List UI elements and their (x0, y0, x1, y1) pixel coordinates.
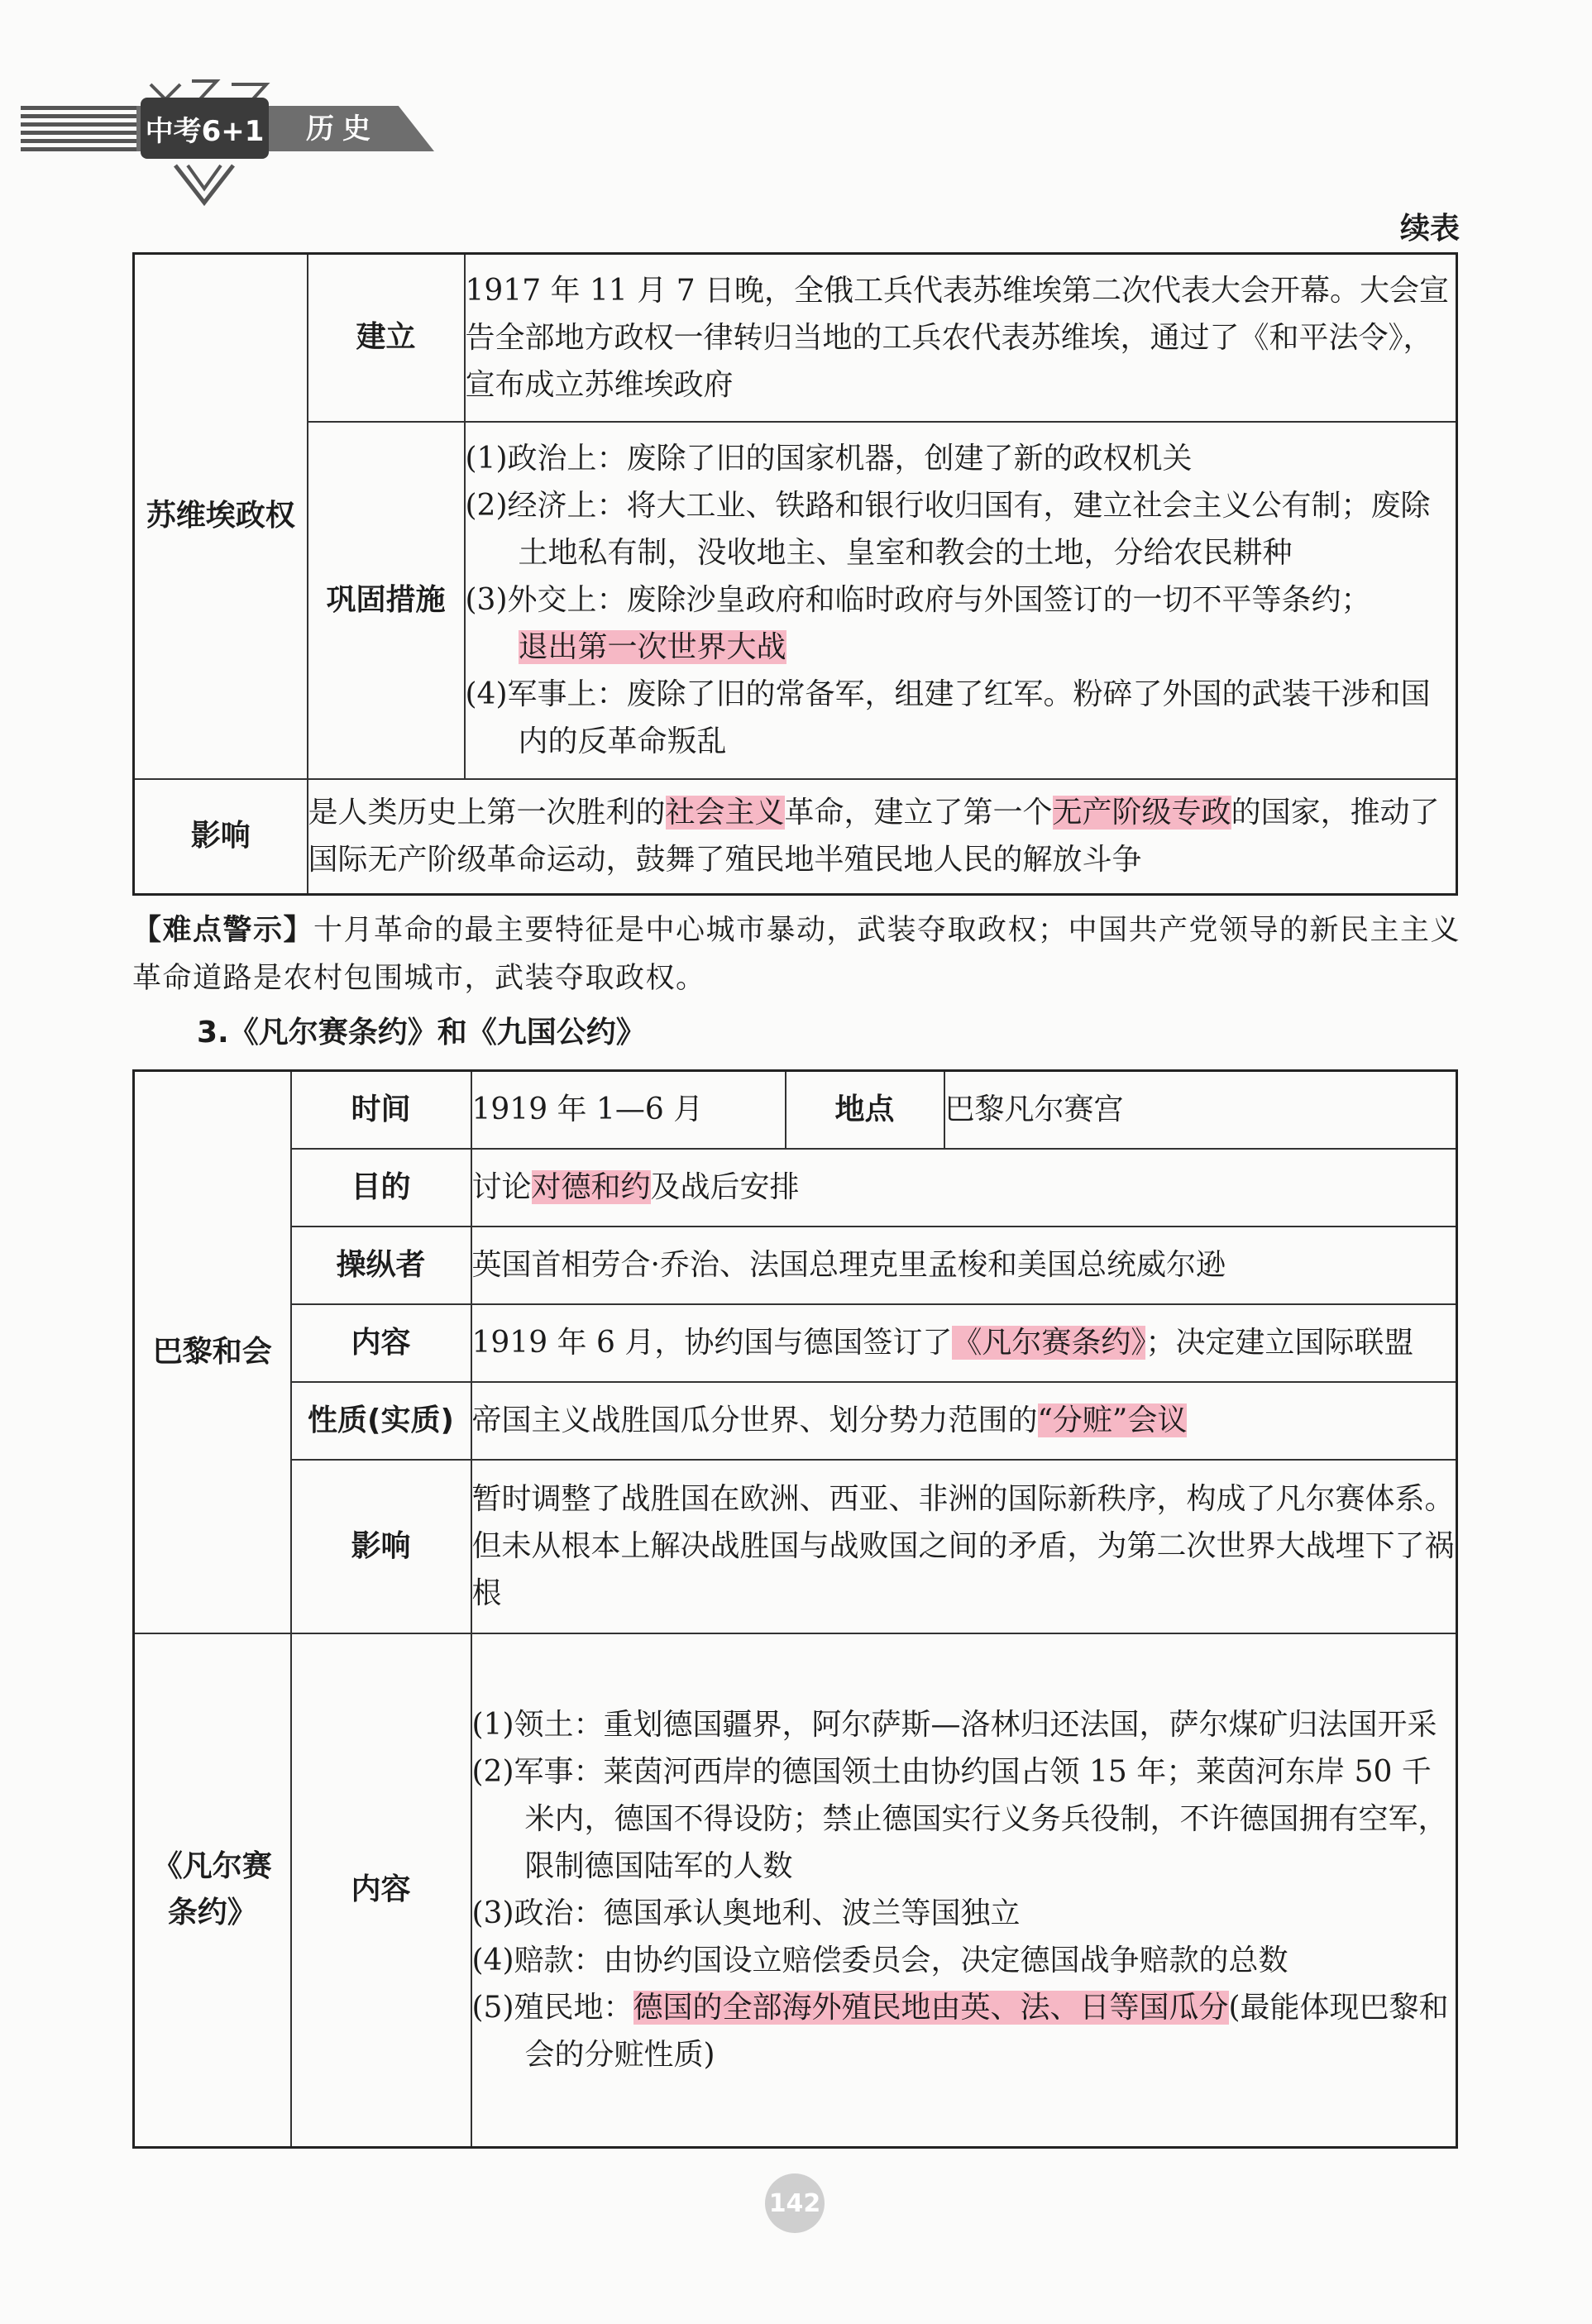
header-stripes (21, 106, 145, 151)
measure-item: (1)政治上：废除了旧的国家机器，创建了新的政权机关 (465, 442, 1193, 476)
content-value: 1919 年 6 月，协约国与德国签订了《凡尔赛条约》；决定建立国际联盟 (471, 1304, 1457, 1382)
highlight: 德国的全部海外殖民地由英、法、日等国瓜分 (633, 1991, 1229, 2025)
content-label: 内容 (291, 1304, 471, 1382)
nature-value: 帝国主义战胜国瓜分世界、划分势力范围的“分赃”会议 (471, 1382, 1457, 1460)
soviet-table (132, 252, 1458, 896)
logo: 中考6+1 (141, 98, 269, 159)
highlight: “分赃”会议 (1037, 1403, 1188, 1437)
place-label: 地点 (786, 1071, 944, 1149)
manipulator-value: 英国首相劳合·乔治、法国总理克里孟梭和美国总统威尔逊 (471, 1227, 1457, 1304)
nature-label: 性质(实质) (291, 1382, 471, 1460)
consolidate-measures (465, 422, 1457, 779)
highlight: 《凡尔赛条约》 (952, 1326, 1146, 1360)
time-value: 1919 年 1—6 月 (471, 1071, 786, 1149)
impact-text: 是人类历史上第一次胜利的社会主义革命，建立了第一个无产阶级专政的国家，推动了国际无产阶级革命运动，鼓舞了殖民地半殖民地人民的解放斗争 (308, 779, 1457, 895)
treaty-item: (2)军事：莱茵河西岸的德国领土由协约国占领 15 年；莱茵河东岸 50 千米内，德国不得设防；禁止德国实行义务兵役制，不许德国拥有空军，限制德国陆军的人数 (471, 1755, 1448, 1884)
highlight: 退出第一次世界大战 (518, 630, 786, 664)
subject-label: 历史 (306, 112, 379, 146)
treaty-item: (3)政治：德国承认奥地利、波兰等国独立 (471, 1896, 1021, 1931)
highlight: 对德和约 (531, 1170, 651, 1204)
page-number: 142 (765, 2173, 825, 2233)
treaty-item: (4)赔款：由协约国设立赔偿委员会，决定德国战争赔款的总数 (471, 1944, 1288, 1978)
highlight: 无产阶级专政 (1052, 796, 1231, 830)
continued-label: 续表 (1399, 212, 1460, 246)
time-label: 时间 (291, 1071, 471, 1149)
impact-label: 影响 (134, 779, 308, 895)
warning-tag: 【难点警示】 (132, 914, 314, 947)
versailles-content-label: 内容 (291, 1633, 471, 2148)
measure-item: (4)军事上：废除了旧的常备军，组建了红军。粉碎了外国的武装干涉和国内的反革命叛乱 (465, 677, 1431, 758)
versailles-category: 《凡尔赛 条约》 (134, 1633, 291, 2148)
paris-category: 巴黎和会 (134, 1071, 291, 1633)
difficulty-warning (132, 906, 1462, 1002)
treaty-item: (1)领土：重划德国疆界，阿尔萨斯—洛林归还法国，萨尔煤矿归法国开采 (471, 1708, 1437, 1743)
paris-impact-value: 暂时调整了战胜国在欧洲、西亚、非洲的国际新秩序，构成了凡尔赛体系。但未从根本上解决战胜国与战败国之间的矛盾，为第二次世界大战埋下了祸根 (471, 1460, 1457, 1633)
warning-text: 十月革命的最主要特征是中心城市暴动，武装夺取政权；中国共产党领导的新民主主义革命道路是农村包围城市，武装夺取政权。 (132, 914, 1461, 995)
purpose-label: 目的 (291, 1149, 471, 1227)
versailles-content (471, 1633, 1457, 2148)
purpose-value: 讨论对德和约及战后安排 (471, 1149, 1457, 1227)
treaty-item: (5)殖民地：德国的全部海外殖民地由英、法、日等国瓜分(最能体现巴黎和会的分赃性质) (471, 1991, 1449, 2073)
place-value: 巴黎凡尔赛宫 (944, 1071, 1457, 1149)
manipulator-label: 操纵者 (291, 1227, 471, 1304)
measure-item: (2)经济上：将大工业、铁路和银行收归国有，建立社会主义公有制；废除土地私有制，没收地主、皇室和教会的土地，分给农民耕种 (465, 489, 1431, 570)
paris-versailles-table (132, 1069, 1458, 2149)
highlight: 社会主义 (665, 796, 785, 830)
measure-item: (3)外交上：废除沙皇政府和临时政府与外国签订的一切不平等条约； 退出第一次世界大战 (465, 583, 1371, 664)
establish-label: 建立 (308, 254, 465, 422)
consolidate-label: 巩固措施 (308, 422, 465, 779)
establish-text: 1917 年 11 月 7 日晚，全俄工兵代表苏维埃第二次代表大会开幕。大会宣告全部地方政权一律转归当地的工兵农代表苏维埃，通过了《和平法令》，宣布成立苏维埃政府 (465, 254, 1457, 422)
paris-impact-label: 影响 (291, 1460, 471, 1633)
section-title: 3.《凡尔赛条约》和《九国公约》 (197, 1016, 646, 1050)
soviet-category: 苏维埃政权 (134, 254, 308, 779)
